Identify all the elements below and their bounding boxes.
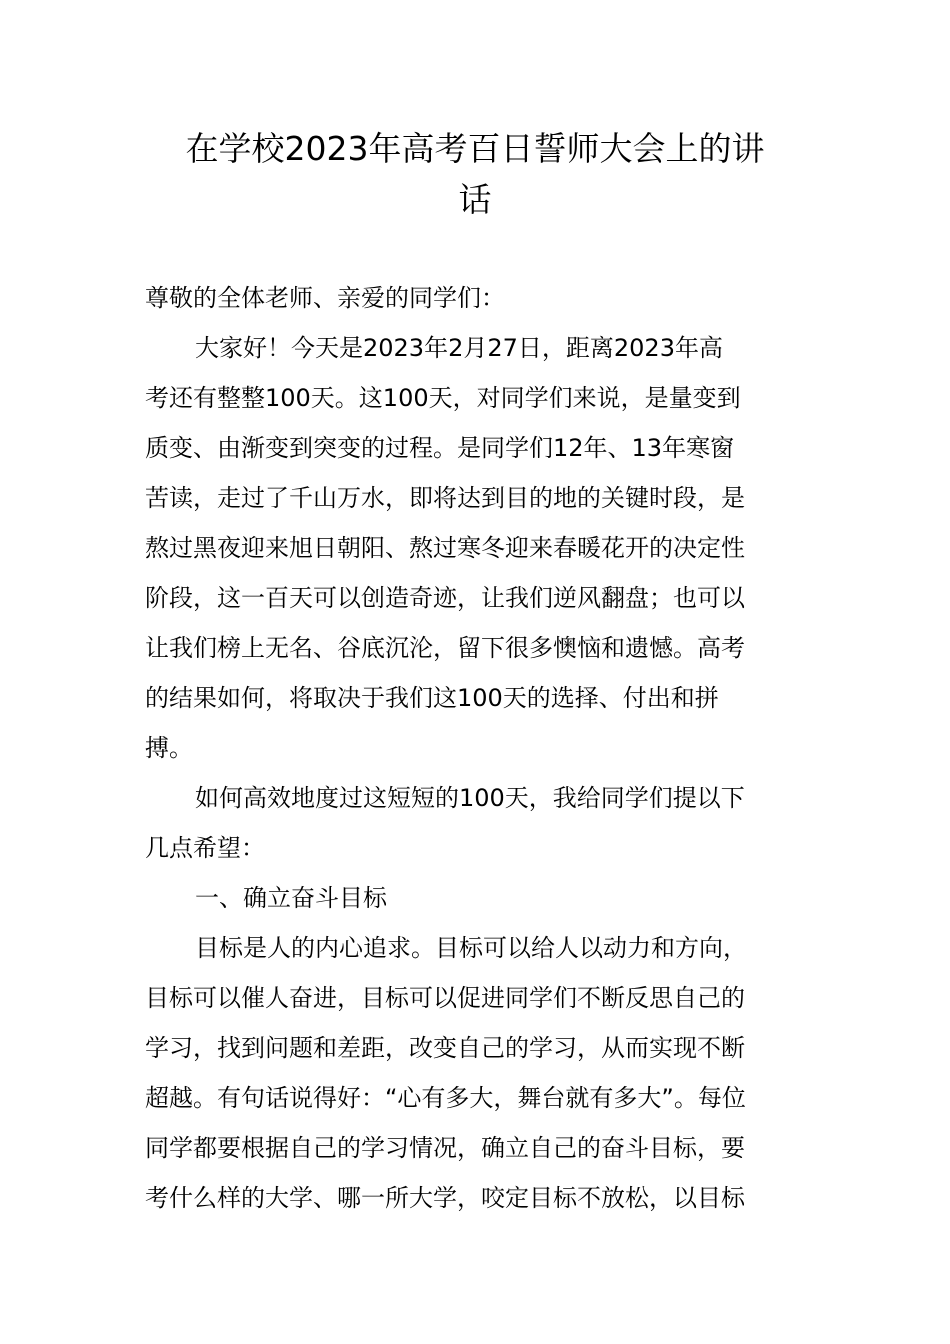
paragraph-line: 熬过黑夜迎来旭日朝阳、熬过寒冬迎来春暖花开的决定性 bbox=[145, 534, 745, 562]
greeting: 尊敬的全体老师、亲爱的同学们： bbox=[145, 284, 505, 312]
paragraph-line: 大家好！今天是2023年2月27日，距离2023年高 bbox=[195, 334, 723, 362]
paragraph-line: 的结果如何，将取决于我们这100天的选择、付出和拼 bbox=[145, 684, 719, 712]
paragraph-line: 苦读，走过了千山万水，即将达到目的地的关键时段，是 bbox=[145, 484, 745, 512]
document-title-line-1: 在学校2023年高考百日誓师大会上的讲 bbox=[185, 129, 765, 168]
section-heading: 一、确立奋斗目标 bbox=[195, 884, 387, 912]
paragraph-line: 同学都要根据自己的学习情况，确立自己的奋斗目标，要 bbox=[145, 1134, 745, 1162]
paragraph-line: 超越。有句话说得好：“心有多大，舞台就有多大”。每位 bbox=[145, 1084, 746, 1112]
paragraph-line: 考什么样的大学、哪一所大学，咬定目标不放松，以目标 bbox=[145, 1184, 745, 1212]
document-title-line-2: 话 bbox=[458, 180, 492, 219]
paragraph-line: 如何高效地度过这短短的100天，我给同学们提以下 bbox=[195, 784, 745, 812]
paragraph-line: 搏。 bbox=[145, 734, 193, 762]
paragraph-line: 阶段，这一百天可以创造奇迹，让我们逆风翻盘；也可以 bbox=[145, 584, 745, 612]
paragraph-line: 几点希望： bbox=[145, 834, 265, 862]
paragraph-line: 考还有整整100天。这100天，对同学们来说，是量变到 bbox=[145, 384, 741, 412]
paragraph-line: 目标可以催人奋进，目标可以促进同学们不断反思自己的 bbox=[145, 984, 745, 1012]
paragraph-line: 让我们榜上无名、谷底沉沦，留下很多懊恼和遗憾。高考 bbox=[145, 634, 745, 662]
paragraph-line: 目标是人的内心追求。目标可以给人以动力和方向， bbox=[195, 934, 747, 962]
paragraph-line: 学习，找到问题和差距，改变自己的学习，从而实现不断 bbox=[145, 1034, 745, 1062]
paragraph-line: 质变、由渐变到突变的过程。是同学们12年、13年寒窗 bbox=[145, 434, 735, 462]
